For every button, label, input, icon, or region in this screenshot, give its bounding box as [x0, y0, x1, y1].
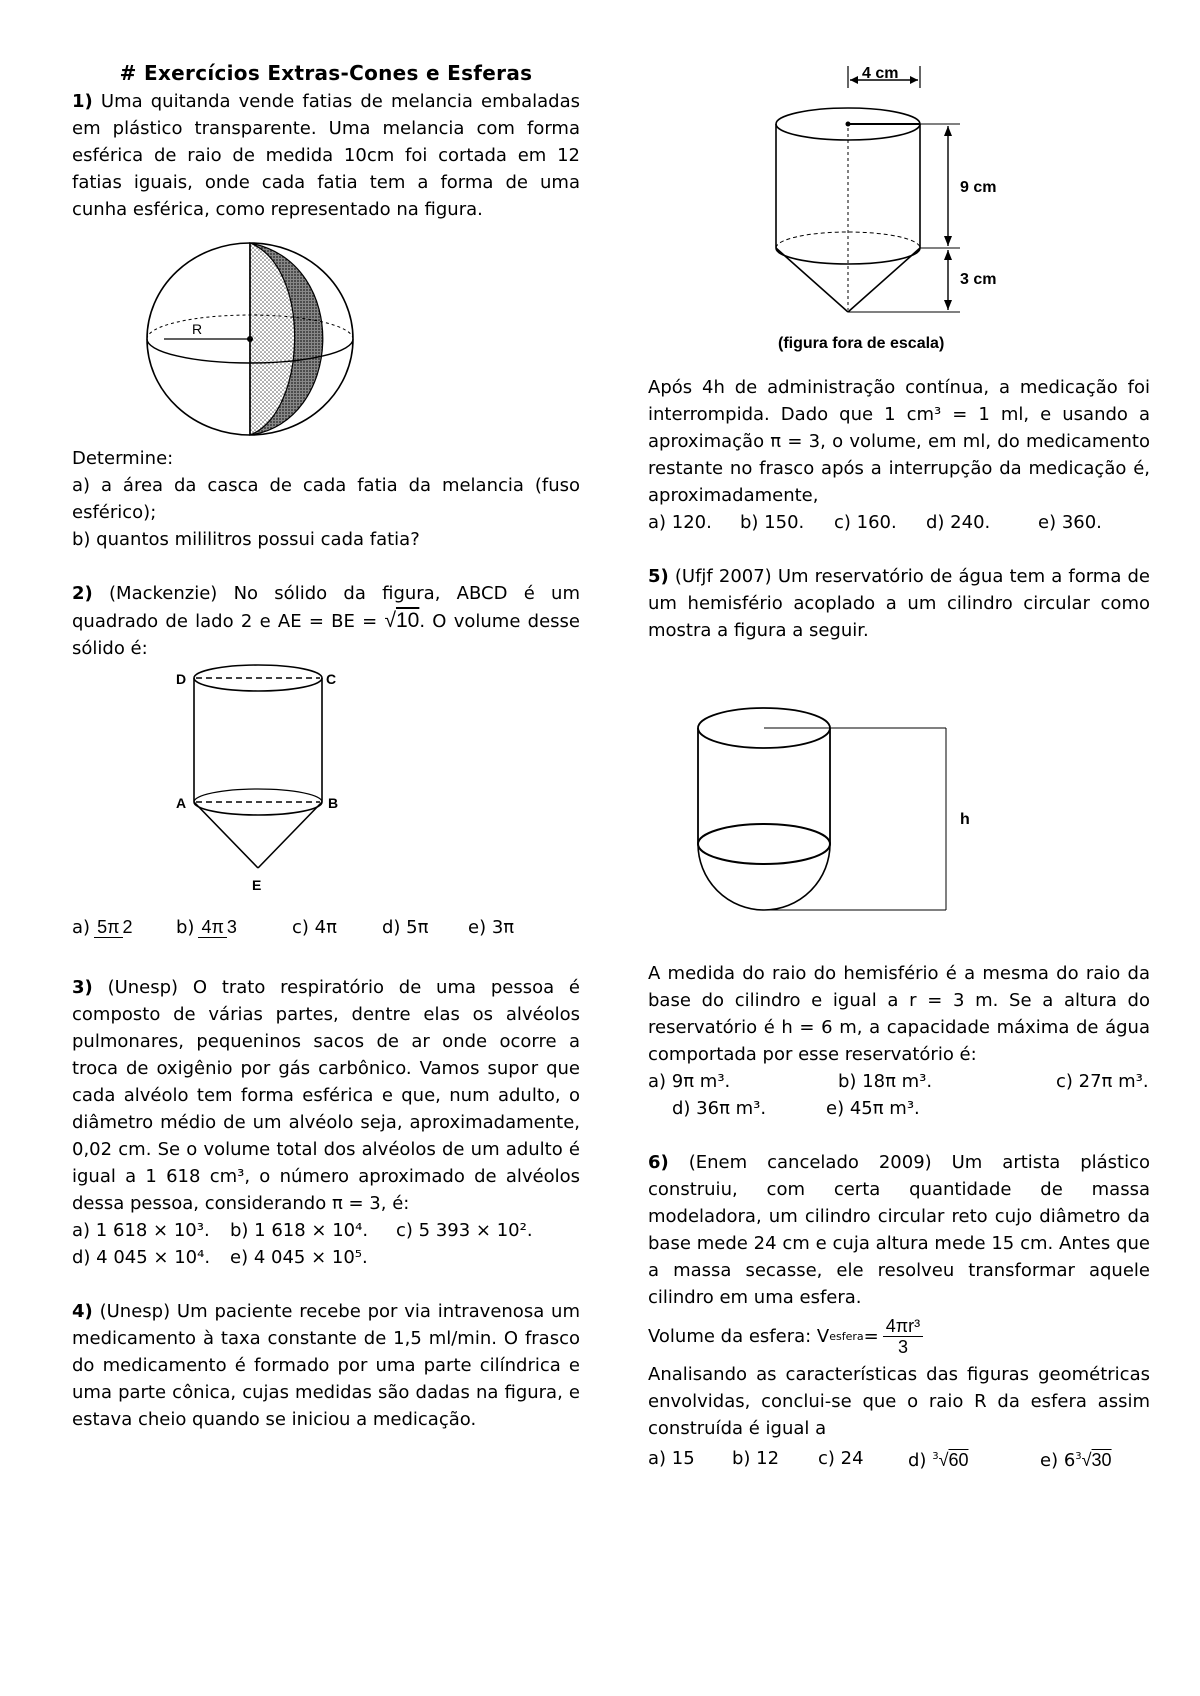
q2-options: [72, 902, 580, 952]
q5-opt-b: b) 18π m³.: [838, 1071, 933, 1092]
q4-opt-d: d) 240.: [926, 512, 991, 533]
q6-opt-d: d) $^3$√60: [908, 1449, 969, 1471]
q4-opt-c: c) 160.: [834, 512, 897, 533]
q2-opt-e: e) 3π: [468, 916, 515, 938]
q2-label-c: C: [326, 671, 337, 687]
q5-opt-a: a) 9π m³.: [648, 1071, 731, 1092]
q3-opt-d: d) 4 045 × 10⁴.: [72, 1247, 211, 1268]
q4-options: [648, 509, 1150, 536]
page-title: # Exercícios Extras-Cones e Esferas: [119, 61, 533, 85]
q4-width-label: 4 cm: [862, 65, 899, 82]
left-column: [72, 58, 580, 1433]
q2-label-e: E: [252, 877, 262, 893]
right-column: [648, 58, 1150, 1474]
q1-item-a: a) a área da casca de cada fatia da melancia (fuso esférico);: [72, 475, 580, 523]
q4-opt-b: b) 150.: [740, 512, 805, 533]
q3-options-row2: [72, 1244, 580, 1271]
q6-opt-b: b) 12: [732, 1447, 780, 1469]
q1-radius-label: R: [192, 321, 203, 337]
q4-text: 4) (Unesp) Um paciente recebe por via intravenosa um medicamento à taxa constante de 1,5 ml/min. O frasco do medicamento é formado por uma parte cilíndrica e uma parte cônica, cujas medidas são dadas na figura, e estava cheio quando se iniciou a medicação.: [72, 1301, 580, 1430]
q5-opt-e: e) 45π m³.: [826, 1098, 920, 1119]
q5-h-label: h: [960, 811, 970, 828]
q5-text: 5) (Ufjf 2007) Um reservatório de água tem a forma de um hemisfério acoplado a um cilindro circular como mostra a figura a seguir.: [648, 566, 1150, 641]
q4-text2: Após 4h de administração contínua, a medicação foi interrompida. Dado que 1 cm³ = 1 ml, e usando a aproximação π = 3, o volume, em ml, do medicamento restante no frasco após a interrupção da medicação é, aproximadamente,: [648, 377, 1150, 506]
q2-opt-d: d) 5π: [382, 916, 429, 938]
q3-opt-a: a) 1 618 × 10³.: [72, 1220, 210, 1241]
q2-label-b: B: [328, 795, 339, 811]
q5-options-row1: [648, 1068, 1150, 1095]
q2-label-a: A: [176, 795, 187, 811]
q2-label-d: D: [176, 671, 187, 687]
q6-opt-e: e) $6^3√30$: [1040, 1449, 1112, 1471]
q2-opt-a: a) 5π 2: [72, 916, 133, 938]
q4-cyl-height-label: 9 cm: [960, 179, 997, 196]
q3-opt-c: c) 5 393 × 10².: [396, 1220, 533, 1241]
q4-opt-e: e) 360.: [1038, 512, 1102, 533]
q1-determine: Determine:: [72, 448, 174, 469]
q3-opt-e: e) 4 045 × 10⁵.: [230, 1247, 368, 1268]
q5-options-row2: [648, 1095, 1150, 1122]
q6-opt-c: c) 24: [818, 1447, 864, 1469]
q3-text: 3) (Unesp) O trato respiratório de uma pessoa é composto de várias partes, dentre elas os alvéolos pulmonares, pequeninos sacos de ar onde ocorre a troca de oxigênio por gás carbônico. Vamos supor que cada alvéolo tem forma esférica e que, num adulto, o diâmetro médio de um alvéolo seja, aproximadamente, 0,02 cm. Se o volume total dos alvéolos de um adulto é igual a 1 618 cm³, o número aproximado de alvéolos dessa pessoa, considerando π = 3, é:: [72, 977, 580, 1214]
q6-text2: Analisando as características das figuras geométricas envolvidas, conclui-se que o raio R da esfera assim construída é igual a: [648, 1364, 1150, 1439]
q2-text: 2) (Mackenzie) No sólido da figura, ABCD é um quadrado de lado 2 e AE = BE = √10. O volume desse sólido é:: [72, 583, 580, 659]
q3-options-row1: [72, 1217, 580, 1244]
q1-text: 1) Uma quitanda vende fatias de melancia embaladas em plástico transparente. Uma melancia com forma esférica de raio de medida 10cm foi cortada em 12 fatias iguais, onde cada fatia tem a forma de uma cunha esférica, como representado na figura.: [72, 91, 580, 220]
q4-cone-height-label: 3 cm: [960, 271, 997, 288]
q5-reservoir-figure: [648, 644, 1150, 960]
q4-flask-figure: [648, 58, 1150, 374]
q6-options: [648, 1442, 1150, 1474]
q4-opt-a: a) 120.: [648, 512, 712, 533]
q5-opt-c: c) 27π m³.: [1056, 1071, 1149, 1092]
q6-opt-a: a) 15: [648, 1447, 695, 1469]
q2-opt-b: b) 4π 3: [176, 916, 237, 938]
q1-sphere-figure: [72, 223, 580, 445]
q4-caption: (figura fora de escala): [778, 335, 945, 352]
q5-opt-d: d) 36π m³.: [672, 1098, 767, 1119]
q3-opt-b: b) 1 618 × 10⁴.: [230, 1220, 369, 1241]
q6-text: 6) (Enem cancelado 2009) Um artista plástico construiu, com certa quantidade de massa modeladora, um cilindro circular reto cujo diâmetro da base mede 24 cm e cuja altura mede 15 cm. Antes que a massa secasse, ele resolveu transformar aquele cilindro em uma esfera.: [648, 1152, 1150, 1308]
q1-item-b: b) quantos mililitros possui cada fatia?: [72, 529, 420, 550]
q2-solid-figure: [72, 662, 580, 902]
q2-opt-c: c) 4π: [292, 916, 337, 938]
q5-text2: A medida do raio do hemisfério é a mesma do raio da base do cilindro e igual a r = 3 m. Se a altura do reservatório é h = 6 m, a capacidade máxima de água comportada por esse reservatório é:: [648, 963, 1150, 1065]
q6-formula: Volume da esfera: V esfera = $\frac{\text{4πr³}}{3}$: [648, 1311, 1150, 1361]
